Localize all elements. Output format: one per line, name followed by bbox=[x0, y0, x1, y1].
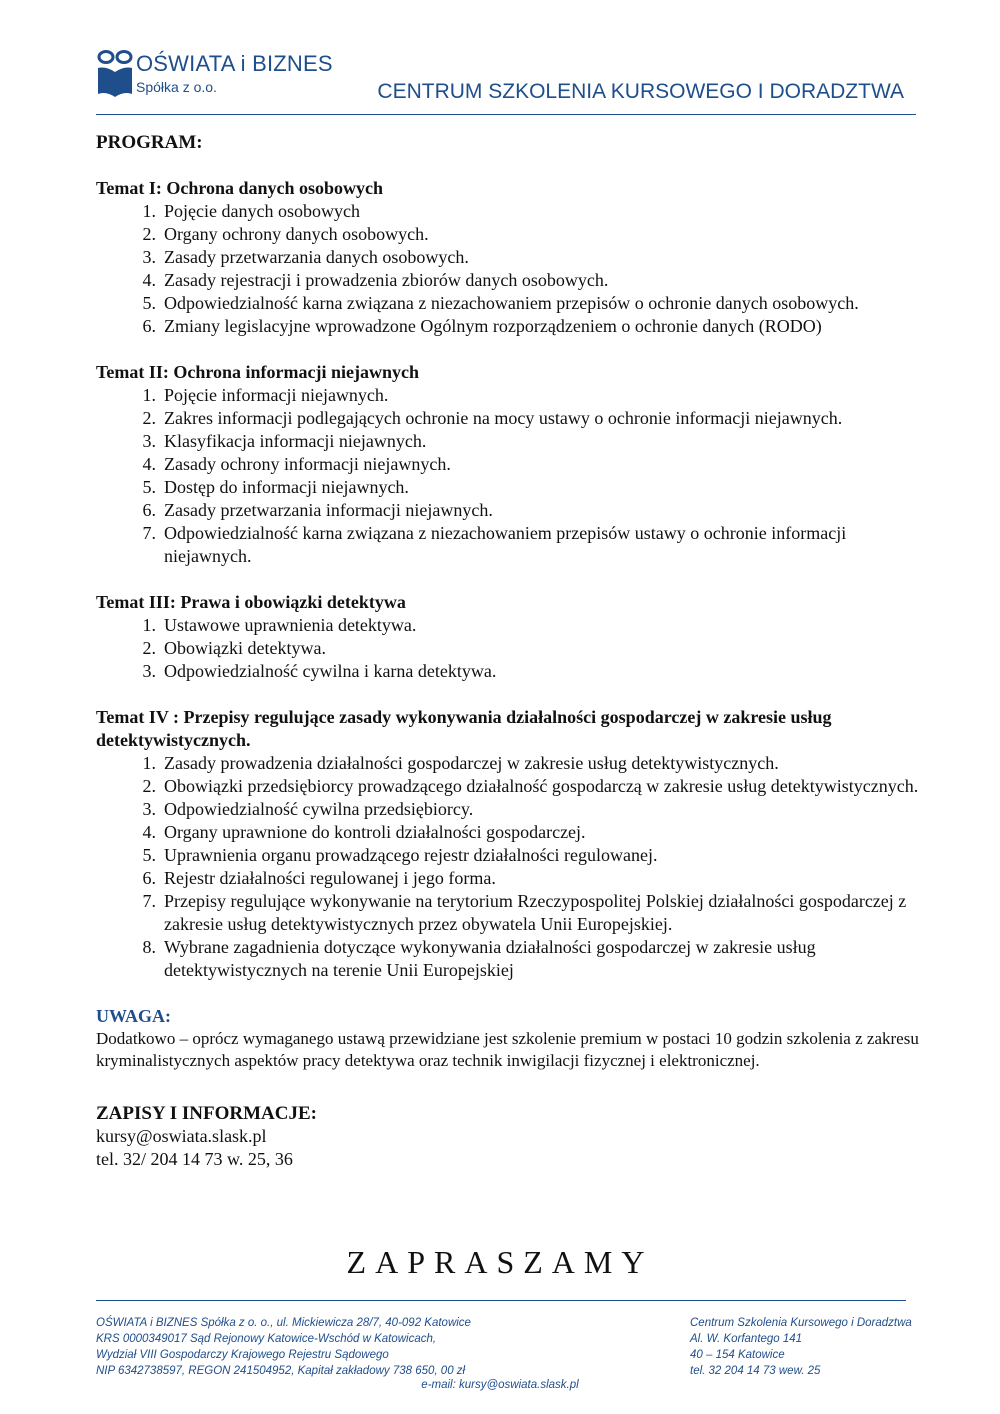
topic-section bbox=[96, 591, 936, 683]
item-text: Uprawnienia organu prowadzącego rejestr działalności regulowanej. bbox=[164, 845, 658, 865]
item-text: Zasady przetwarzania danych osobowych. bbox=[164, 247, 469, 267]
list-item bbox=[96, 384, 936, 407]
list-item bbox=[96, 407, 936, 430]
topic-items bbox=[96, 614, 936, 683]
list-item bbox=[96, 315, 936, 338]
item-text: Przepisy regulujące wykonywanie na terytorium Rzeczypospolitej Polskiej działalności gospodarczej z zakresie usług detektywistycznych przez obywatela Unii Europejskiej. bbox=[164, 891, 907, 934]
item-number: 2. bbox=[142, 408, 156, 428]
uwaga-heading: UWAGA: bbox=[96, 1006, 171, 1026]
footer-divider bbox=[96, 1300, 906, 1301]
zapisy-heading: ZAPISY I INFORMACJE: bbox=[96, 1103, 317, 1124]
item-number: 2. bbox=[142, 776, 156, 796]
topic-title: Temat III: Prawa i obowiązki detektywa bbox=[96, 592, 406, 612]
program-heading: PROGRAM: bbox=[96, 132, 203, 153]
item-number: 5. bbox=[142, 845, 156, 865]
list-item bbox=[96, 821, 936, 844]
topic-section bbox=[96, 361, 936, 568]
footer-center-address bbox=[690, 1315, 912, 1379]
list-item bbox=[96, 798, 936, 821]
list-item bbox=[96, 867, 936, 890]
item-text: Zasady przetwarzania informacji niejawnych. bbox=[164, 500, 493, 520]
list-item bbox=[96, 292, 936, 315]
topic-section bbox=[96, 177, 936, 338]
item-number: 7. bbox=[142, 523, 156, 543]
item-number: 1. bbox=[142, 615, 156, 635]
item-text: Pojęcie informacji niejawnych. bbox=[164, 385, 389, 405]
list-item bbox=[96, 499, 936, 522]
item-number: 4. bbox=[142, 270, 156, 290]
list-item bbox=[96, 936, 936, 982]
list-item bbox=[96, 200, 936, 223]
list-item bbox=[96, 775, 936, 798]
contact-phone: tel. 32/ 204 14 73 w. 25, 36 bbox=[96, 1149, 293, 1169]
company-legal-form: Spółka z o.o. bbox=[136, 79, 217, 95]
item-text: Wybrane zagadnienia dotyczące wykonywania działalności gospodarczej w zakresie usług detektywistycznych na terenie Unii Europejskiej bbox=[164, 937, 816, 980]
uwaga-text: Dodatkowo – oprócz wymaganego ustawą przewidziane jest szkolenie premium w postaci 10 godzin szkolenia z zakresu kryminalistycznych aspektów pracy detektywa oraz technik inwigilacji fizycznej i elektronicznej. bbox=[96, 1029, 919, 1070]
topic-items bbox=[96, 384, 936, 568]
item-number: 2. bbox=[142, 638, 156, 658]
list-item bbox=[96, 476, 936, 499]
footer-right-line: tel. 32 204 14 73 wew. 25 bbox=[690, 1365, 821, 1377]
item-number: 7. bbox=[142, 891, 156, 911]
footer-left-line: OŚWIATA i BIZNES Spółka z o. o., ul. Mickiewicza 28/7, 40-092 Katowice bbox=[96, 1317, 471, 1329]
item-text: Organy ochrony danych osobowych. bbox=[164, 224, 429, 244]
document-body bbox=[96, 131, 936, 1171]
item-text: Rejestr działalności regulowanej i jego forma. bbox=[164, 868, 496, 888]
topic-items bbox=[96, 752, 936, 982]
footer-company-info bbox=[96, 1315, 471, 1379]
topic-section bbox=[96, 706, 936, 982]
contact-email[interactable]: kursy@oswiata.slask.pl bbox=[96, 1126, 267, 1146]
topic-title: Temat IV : Przepisy regulujące zasady wykonywania działalności gospodarczej w zakresie usług detektywistycznych. bbox=[96, 707, 832, 750]
item-text: Odpowiedzialność cywilna przedsiębiorcy. bbox=[164, 799, 474, 819]
item-number: 3. bbox=[142, 799, 156, 819]
footer-left-line: KRS 0000349017 Sąd Rejonowy Katowice-Wschód w Katowicach, bbox=[96, 1333, 437, 1345]
footer-left-line: Wydział VIII Gospodarczy Krajowego Rejestru Sądowego bbox=[96, 1349, 389, 1361]
list-item bbox=[96, 660, 936, 683]
item-number: 3. bbox=[142, 661, 156, 681]
item-text: Odpowiedzialność karna związana z niezachowaniem przepisów o ochronie danych osobowych. bbox=[164, 293, 859, 313]
item-number: 6. bbox=[142, 868, 156, 888]
list-item bbox=[96, 614, 936, 637]
item-number: 4. bbox=[142, 454, 156, 474]
footer-right-line: Al. W. Korfantego 141 bbox=[690, 1333, 803, 1345]
topic-title: Temat II: Ochrona informacji niejawnych bbox=[96, 362, 419, 382]
list-item bbox=[96, 752, 936, 775]
footer-left-line: NIP 6342738597, REGON 241504952, Kapitał zakładowy 738 650, 00 zł bbox=[96, 1365, 466, 1377]
list-item bbox=[96, 246, 936, 269]
list-item bbox=[96, 844, 936, 867]
item-text: Ustawowe uprawnienia detektywa. bbox=[164, 615, 417, 635]
item-text: Dostęp do informacji niejawnych. bbox=[164, 477, 409, 497]
footer-right-line: Centrum Szkolenia Kursowego i Doradztwa bbox=[690, 1317, 912, 1329]
center-title: CENTRUM SZKOLENIA KURSOWEGO I DORADZTWA bbox=[377, 80, 904, 103]
item-text: Zmiany legislacyjne wprowadzone Ogólnym rozporządzeniem o ochronie danych (RODO) bbox=[164, 316, 822, 336]
item-number: 3. bbox=[142, 247, 156, 267]
list-item bbox=[96, 223, 936, 246]
list-item bbox=[96, 269, 936, 292]
page-header bbox=[96, 42, 916, 118]
header-divider bbox=[96, 114, 916, 115]
item-text: Organy uprawnione do kontroli działalności gospodarczej. bbox=[164, 822, 586, 842]
topics-list bbox=[96, 177, 936, 982]
topic-title: Temat I: Ochrona danych osobowych bbox=[96, 178, 384, 198]
item-number: 8. bbox=[142, 937, 156, 957]
item-number: 2. bbox=[142, 224, 156, 244]
company-name: OŚWIATA i BIZNES bbox=[136, 51, 333, 76]
item-number: 6. bbox=[142, 316, 156, 336]
list-item bbox=[96, 430, 936, 453]
company-logo-icon bbox=[96, 46, 136, 98]
list-item bbox=[96, 637, 936, 660]
list-item bbox=[96, 522, 936, 568]
item-text: Zakres informacji podlegających ochronie na mocy ustawy o ochronie informacji niejawnych. bbox=[164, 408, 843, 428]
item-number: 1. bbox=[142, 201, 156, 221]
item-number: 3. bbox=[142, 431, 156, 451]
item-number: 4. bbox=[142, 822, 156, 842]
item-number: 1. bbox=[142, 753, 156, 773]
topic-items bbox=[96, 200, 936, 338]
item-text: Obowiązki przedsiębiorcy prowadzącego działalność gospodarczą w zakresie usług detektywistycznych. bbox=[164, 776, 919, 796]
item-text: Klasyfikacja informacji niejawnych. bbox=[164, 431, 427, 451]
item-number: 5. bbox=[142, 477, 156, 497]
list-item bbox=[96, 453, 936, 476]
item-text: Zasady prowadzenia działalności gospodarczej w zakresie usług detektywistycznych. bbox=[164, 753, 779, 773]
item-text: Obowiązki detektywa. bbox=[164, 638, 326, 658]
item-number: 5. bbox=[142, 293, 156, 313]
item-text: Pojęcie danych osobowych bbox=[164, 201, 360, 221]
item-text: Odpowiedzialność karna związana z niezachowaniem przepisów ustawy o ochronie informacji niejawnych. bbox=[164, 523, 847, 566]
item-text: Odpowiedzialność cywilna i karna detektywa. bbox=[164, 661, 497, 681]
closing-invitation: ZAPRASZAMY bbox=[346, 1244, 654, 1280]
item-text: Zasady ochrony informacji niejawnych. bbox=[164, 454, 451, 474]
item-number: 1. bbox=[142, 385, 156, 405]
item-text: Zasady rejestracji i prowadzenia zbiorów danych osobowych. bbox=[164, 270, 609, 290]
footer-email[interactable]: e-mail: kursy@oswiata.slask.pl bbox=[421, 1379, 579, 1391]
item-number: 6. bbox=[142, 500, 156, 520]
footer-right-line: 40 – 154 Katowice bbox=[690, 1349, 785, 1361]
list-item bbox=[96, 890, 936, 936]
